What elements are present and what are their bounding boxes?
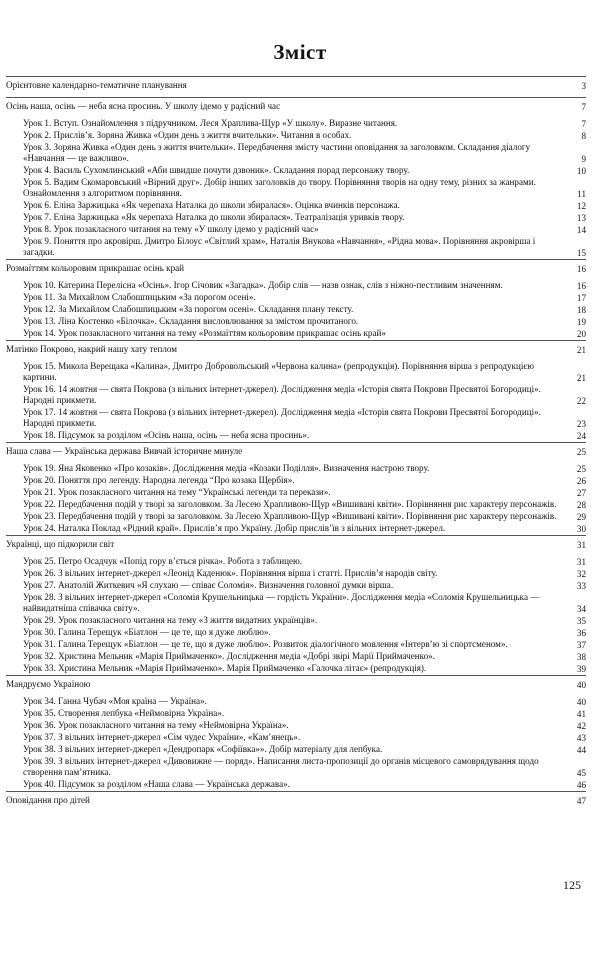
toc-entry-text: Урок 25. Петро Осадчук «Попід гору в’ється річка». Робота з таблицею. bbox=[23, 556, 303, 566]
toc-entry-text: Розмаїттям кольоровим прикрашає осінь край bbox=[6, 263, 185, 273]
dot-leader bbox=[6, 112, 586, 113]
toc-lesson[interactable] bbox=[6, 568, 586, 580]
toc-page-number: 34 bbox=[576, 603, 586, 614]
dot-leader bbox=[6, 274, 586, 275]
toc-lesson[interactable] bbox=[6, 142, 586, 165]
dot-leader bbox=[23, 534, 586, 535]
toc-page-number: 30 bbox=[576, 523, 586, 534]
toc-section[interactable] bbox=[6, 344, 586, 356]
toc-lesson[interactable] bbox=[6, 615, 586, 627]
toc-entry-text: Орієнтовне календарно-тематичне планування bbox=[6, 80, 187, 90]
toc-lesson[interactable] bbox=[6, 744, 586, 756]
toc-page-number: 21 bbox=[576, 344, 586, 355]
toc-page-number: 7 bbox=[581, 101, 586, 112]
section-divider bbox=[6, 340, 586, 341]
toc-entry-text: Урок 24. Наталка Поклад «Рідний край». Прислів’я про Україну. Добір прислів’їв з вільних інтернет-джерел. bbox=[23, 523, 446, 533]
toc-lesson[interactable] bbox=[6, 779, 586, 791]
toc-lesson[interactable] bbox=[6, 328, 586, 340]
toc-page-number: 21 bbox=[576, 372, 586, 383]
toc-entry-text: Оповідання про дітей bbox=[6, 795, 90, 805]
toc-lesson[interactable] bbox=[6, 118, 586, 130]
toc-lesson[interactable] bbox=[6, 165, 586, 177]
dot-leader bbox=[6, 355, 586, 356]
toc-lesson[interactable] bbox=[6, 280, 586, 292]
toc-lesson[interactable] bbox=[6, 720, 586, 732]
toc-lesson[interactable] bbox=[6, 732, 586, 744]
toc-lesson[interactable] bbox=[6, 463, 586, 475]
toc-page-number: 31 bbox=[576, 539, 586, 550]
toc-section[interactable] bbox=[6, 446, 586, 458]
toc-page-number: 36 bbox=[576, 627, 586, 638]
toc-lesson[interactable] bbox=[6, 212, 586, 224]
toc-entry-text: Мандруємо Україною bbox=[6, 679, 91, 689]
toc-lesson[interactable] bbox=[6, 756, 586, 779]
toc-page-number: 43 bbox=[576, 732, 586, 743]
toc-entry-text: Урок 23. Передбачення подій у творі за заголовком. За Лесею Храпливою-Щур «Вишивані квіти». Порівняння рис характеру персонажів. bbox=[23, 511, 557, 521]
toc-entry-text: Урок 3. Зоряна Живка «Один день з життя вчительки». Передбачення змісту частини оповідання за заголовком. Складання діалогу «Навчання — це важливо». bbox=[23, 142, 531, 164]
toc-page-number: 42 bbox=[576, 720, 586, 731]
toc-page-number: 38 bbox=[576, 651, 586, 662]
dot-leader bbox=[6, 550, 586, 551]
toc-page-number: 31 bbox=[576, 556, 586, 567]
toc-page-number: 19 bbox=[576, 316, 586, 327]
dot-leader bbox=[6, 806, 586, 807]
page-number: 125 bbox=[563, 878, 581, 892]
toc-page-number: 45 bbox=[576, 767, 586, 778]
toc-page-number: 44 bbox=[576, 744, 586, 755]
dot-leader bbox=[23, 258, 586, 259]
toc-section[interactable] bbox=[6, 795, 586, 807]
toc-lesson[interactable] bbox=[6, 475, 586, 487]
toc-lesson[interactable] bbox=[6, 130, 586, 142]
toc-entry-text: Урок 2. Прислів’я. Зоряна Живка «Один день з життя вчительки». Читання в особах. bbox=[23, 130, 352, 140]
toc-entry-text: Урок 17. 14 жовтня — свята Покрова (з вільних інтернет-джерел). Дослідження медіа «Історія свята Покрови Пресвятої Богородиці». Народні прикмети. bbox=[23, 407, 541, 429]
toc-page-number: 25 bbox=[576, 463, 586, 474]
toc-page-number: 25 bbox=[576, 446, 586, 457]
toc-page-number: 41 bbox=[576, 708, 586, 719]
toc-lesson[interactable] bbox=[6, 384, 586, 407]
toc-page-number: 14 bbox=[576, 224, 586, 235]
toc-lesson[interactable] bbox=[6, 487, 586, 499]
toc-lesson[interactable] bbox=[6, 708, 586, 720]
dot-leader bbox=[6, 690, 586, 691]
toc-page-number: 26 bbox=[576, 475, 586, 486]
toc-entry-text: Урок 5. Вадим Скомаровський «Вірний друг». Добір інших заголовків до твору. Порівняння творів на одну тему, різних за жанрами. Ознайомлення з алгоритмом порівняння. bbox=[23, 177, 536, 199]
toc-entry-text: Наша слава — Українська держава Вивчай історичне минуле bbox=[6, 446, 243, 456]
toc-lesson[interactable] bbox=[6, 361, 586, 384]
toc-lesson[interactable] bbox=[6, 304, 586, 316]
toc-entry-text: Урок 16. 14 жовтня — свята Покрова (з вільних інтернет-джерел). Дослідження медіа «Історія свята Покрови Пресвятої Богородиці». Народні прикмети. bbox=[23, 384, 541, 406]
dot-leader bbox=[6, 91, 586, 92]
toc-entry-text: Урок 31. Галина Терещук «Біатлон — це те, що я дуже люблю». Розвиток діалогічного мовлення «Інтерв’ю зі спортсменом». bbox=[23, 639, 508, 649]
toc-entry-text: Урок 30. Галина Терещук «Біатлон — це те, що я дуже люблю». bbox=[23, 627, 271, 637]
toc-page-number: 47 bbox=[576, 795, 586, 806]
toc-lesson[interactable] bbox=[6, 639, 586, 651]
section-divider bbox=[6, 259, 586, 260]
toc-page-number: 28 bbox=[576, 499, 586, 510]
page-title: Зміст bbox=[273, 40, 327, 64]
toc-lesson[interactable] bbox=[6, 651, 586, 663]
toc-page-number: 16 bbox=[576, 280, 586, 291]
toc-entry-text: Осінь наша, осінь — неба ясна просинь. У школу ідемо у радісний час bbox=[6, 101, 281, 111]
toc-entry-text: Урок 33. Христина Мельник «Марія Приймаченко». Марія Приймаченко «Галочка літає» (репродукція). bbox=[23, 663, 427, 673]
toc-page-number: 15 bbox=[576, 247, 586, 258]
toc-lesson[interactable] bbox=[6, 499, 586, 511]
toc-page-number: 13 bbox=[576, 212, 586, 223]
toc-page-number: 17 bbox=[576, 292, 586, 303]
toc-page-number: 46 bbox=[576, 779, 586, 790]
toc-lesson[interactable] bbox=[6, 316, 586, 328]
toc-page-number: 22 bbox=[576, 395, 586, 406]
toc-section[interactable] bbox=[6, 101, 586, 113]
toc-entry-text: Урок 18. Підсумок за розділом «Осінь наша, осінь — неба ясна просинь». bbox=[23, 430, 310, 440]
toc-entry-text: Урок 8. Урок позакласного читання на тему «У школу ідемо у радісний час» bbox=[23, 224, 319, 234]
toc-entry-text: Урок 37. З вільних інтернет-джерел «Сім чудес України», «Кам’янець». bbox=[23, 732, 301, 742]
table-of-contents bbox=[6, 76, 586, 812]
toc-entry-text: Урок 15. Микола Верещака «Калина», Дмитро Добровольський «Червона калина» (репродукція). Порівняння вірша з репродукцією картини. bbox=[23, 361, 535, 383]
toc-page-number: 18 bbox=[576, 304, 586, 315]
toc-page-number: 12 bbox=[576, 200, 586, 211]
toc-lesson[interactable] bbox=[6, 407, 586, 430]
toc-lesson[interactable] bbox=[6, 627, 586, 639]
toc-entry-text: Урок 1. Вступ. Ознайомлення з підручником. Леся Храплива-Щур «У школу». Виразне читання. bbox=[23, 118, 398, 128]
toc-entry-text: Урок 10. Катерина Перелісна «Осінь». Ігор Січовик «Загадка». Добір слів — назв ознак, слів з ніжно-пестливим значенням. bbox=[23, 280, 503, 290]
toc-page-number: 27 bbox=[576, 487, 586, 498]
toc-section[interactable] bbox=[6, 679, 586, 691]
toc-entry-text: Урок 14. Урок позакласного читання на тему «Розмаїттям кольоровим прикрашає осінь край» bbox=[23, 328, 386, 338]
toc-entry-text: Урок 19. Яна Яковенко «Про козаків». Дослідження медіа «Козаки Поділля». Визначення настрою твору. bbox=[23, 463, 430, 473]
toc-page-number: 11 bbox=[577, 188, 586, 199]
toc-entry-text: Урок 34. Ганна Чубач «Моя країна — Україна». bbox=[23, 696, 207, 706]
toc-entry-text: Урок 12. За Михайлом Слабошпицьким «За порогом осені». Складання плану тексту. bbox=[23, 304, 354, 314]
toc-entry-text: Урок 13. Ліна Костенко «Білочка». Складання висловлювання за змістом прочитаного. bbox=[23, 316, 359, 326]
toc-page-number: 9 bbox=[581, 153, 586, 164]
toc-lesson[interactable] bbox=[6, 592, 586, 615]
toc-entry-text: Урок 28. З вільних інтернет-джерел «Соломія Крушельницька — гордість України». Дослідження медіа «Соломія Крушельницька — найвидатніша співачка світу». bbox=[23, 592, 540, 614]
dot-leader bbox=[23, 790, 586, 791]
dot-leader bbox=[23, 674, 586, 675]
toc-page-number: 35 bbox=[576, 615, 586, 626]
dot-leader bbox=[23, 339, 586, 340]
toc-entry-text: Урок 9. Поняття про акровірш. Дмитро Білоус «Світлий храм», Наталія Внукова «Навчання», «Рідна мова». Порівняння акровірша і загадки. bbox=[23, 236, 536, 258]
toc-page-number: 20 bbox=[576, 328, 586, 339]
toc-lesson[interactable] bbox=[6, 177, 586, 200]
toc-page-number: 3 bbox=[581, 80, 586, 91]
toc-page-number: 8 bbox=[581, 130, 586, 141]
toc-section[interactable] bbox=[6, 263, 586, 275]
toc-lesson[interactable] bbox=[6, 663, 586, 675]
section-divider bbox=[6, 76, 586, 77]
toc-section[interactable] bbox=[6, 80, 586, 92]
toc-lesson[interactable] bbox=[6, 511, 586, 523]
dot-leader bbox=[6, 457, 586, 458]
toc-entry-text: Урок 39. З вільних інтернет-джерел «Дивовижне — поряд». Написання листа-пропозиції до органів місцевого самоврядування щодо створення пам’ятника. bbox=[23, 756, 539, 778]
toc-entry-text: Урок 20. Поняття про легенду. Народна легенда “Про козака Щербія». bbox=[23, 475, 295, 485]
toc-entry-text: Урок 32. Христина Мельник «Марія Приймаченко». Дослідження медіа «Добрі звірі Марії Приймаченко». bbox=[23, 651, 435, 661]
toc-section[interactable] bbox=[6, 539, 586, 551]
toc-entry-text: Урок 29. Урок позакласного читання на тему «З життя видатних українців». bbox=[23, 615, 318, 625]
toc-entry-text: Урок 7. Еліна Заржицька «Як черепаха Наталка до школи збиралася». Театралізація уривків твору. bbox=[23, 212, 405, 222]
toc-entry-text: Урок 11. За Михайлом Слабошпицьким «За порогом осені». bbox=[23, 292, 256, 302]
toc-entry-text: Урок 26. З вільних інтернет-джерел «Леонід Каденюк». Порівняння вірша і статті. Прислів’я народів світу. bbox=[23, 568, 438, 578]
toc-page-number: 23 bbox=[576, 418, 586, 429]
toc-lesson[interactable] bbox=[6, 430, 586, 442]
toc-entry-text: Українці, що підкорили світ bbox=[6, 539, 115, 549]
section-divider bbox=[6, 442, 586, 443]
section-divider bbox=[6, 675, 586, 676]
toc-page-number: 10 bbox=[576, 165, 586, 176]
section-divider bbox=[6, 791, 586, 792]
toc-page-number: 7 bbox=[581, 118, 586, 129]
toc-lesson[interactable] bbox=[6, 236, 586, 259]
section-divider bbox=[6, 97, 586, 98]
toc-page-number: 32 bbox=[576, 568, 586, 579]
toc-page-number: 37 bbox=[576, 639, 586, 650]
toc-lesson[interactable] bbox=[6, 224, 586, 236]
toc-lesson[interactable] bbox=[6, 200, 586, 212]
toc-entry-text: Матінко Покрово, накрий нашу хату теплом bbox=[6, 344, 178, 354]
toc-entry-text: Урок 4. Василь Сухомлинський «Аби швидше почути дзвоник». Складання порад персонажу твору. bbox=[23, 165, 410, 175]
toc-entry-text: Урок 40. Підсумок за розділом «Наша слава — Українська держава». bbox=[23, 779, 290, 789]
toc-page-number: 29 bbox=[576, 511, 586, 522]
toc-lesson[interactable] bbox=[6, 580, 586, 592]
toc-entry-text: Урок 22. Передбачення подій у творі за заголовком. За Лесею Храпливою-Щур «Вишивані квіти». Порівняння рис характеру персонажів. bbox=[23, 499, 557, 509]
toc-entry-text: Урок 21. Урок позакласного читання на тему “Українські легенди та перекази». bbox=[23, 487, 331, 497]
toc-lesson[interactable] bbox=[6, 292, 586, 304]
toc-entry-text: Урок 35. Створення лепбука «Неймовірна Україна». bbox=[23, 708, 225, 718]
toc-page-number: 33 bbox=[576, 580, 586, 591]
toc-entry-text: Урок 36. Урок позакласного читання на тему «Неймовірна Україна». bbox=[23, 720, 289, 730]
toc-entry-text: Урок 6. Еліна Заржицька «Як черепаха Наталка до школи збиралася». Оцінка вчинків персонажа. bbox=[23, 200, 400, 210]
toc-page-number: 24 bbox=[576, 430, 586, 441]
toc-lesson[interactable] bbox=[6, 696, 586, 708]
toc-entry-text: Урок 27. Анатолій Житкевич «Я слухаю — співає Соломія». Визначення головної думки вірша. bbox=[23, 580, 394, 590]
toc-page-number: 40 bbox=[576, 679, 586, 690]
dot-leader bbox=[23, 441, 586, 442]
toc-page-number: 40 bbox=[576, 696, 586, 707]
toc-lesson[interactable] bbox=[6, 556, 586, 568]
toc-page-number: 16 bbox=[576, 263, 586, 274]
section-divider bbox=[6, 535, 586, 536]
toc-page-number: 39 bbox=[576, 663, 586, 674]
toc-lesson[interactable] bbox=[6, 523, 586, 535]
toc-entry-text: Урок 38. З вільних інтернет-джерел «Дендропарк «Софіївка»». Добір матеріалу для лепбука. bbox=[23, 744, 383, 754]
